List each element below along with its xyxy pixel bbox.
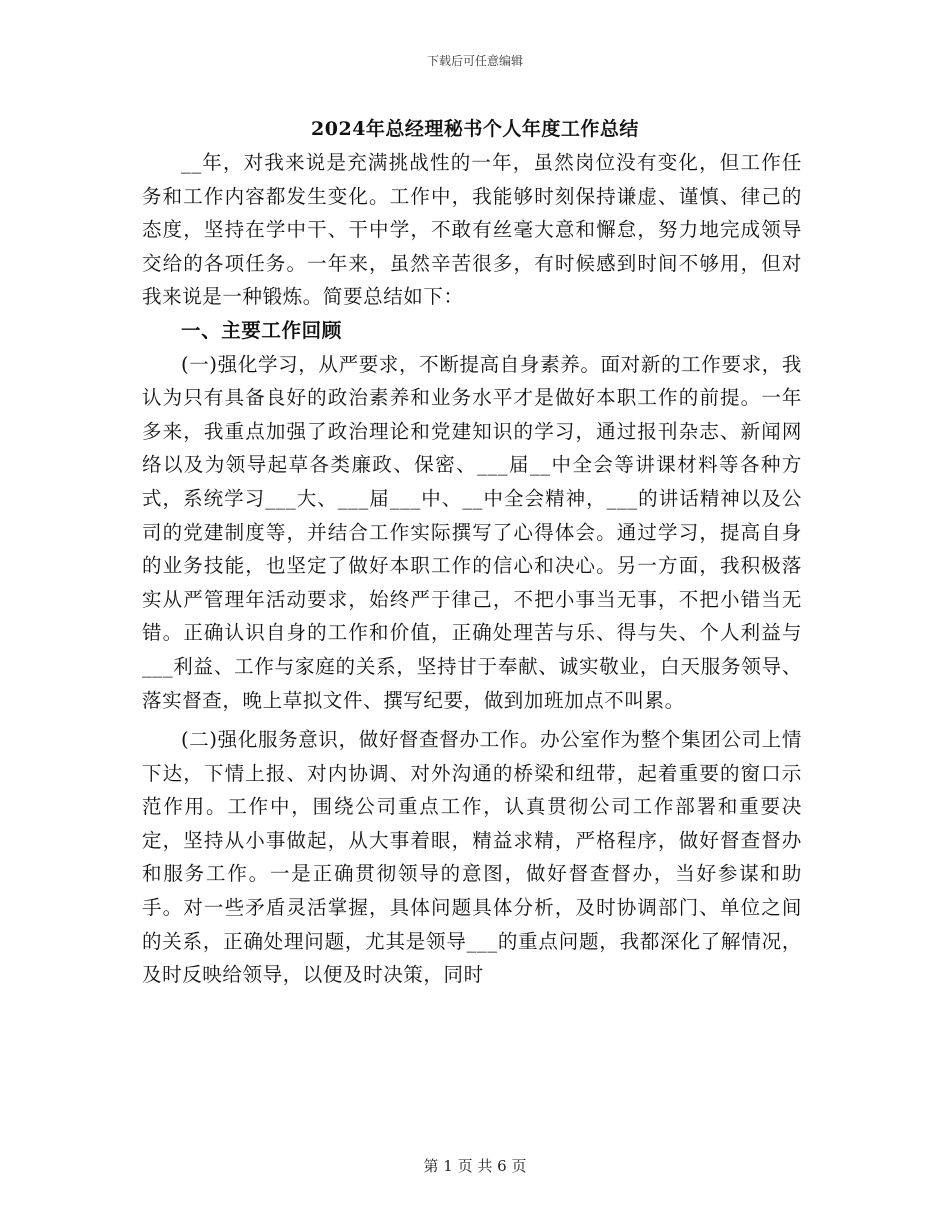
- page-header-note: 下载后可任意编辑: [426, 54, 523, 68]
- document-title: 2024年总经理秘书个人年度工作总结: [311, 118, 639, 140]
- page-number-footer: 第 1 页 共 6 页: [423, 1157, 527, 1175]
- paragraph-strengthen-service: (二)强化服务意识，做好督查督办工作。办公室作为整个集团公司上情下达，下情上报、对内协调、对外沟通的桥梁和纽带，起着重要的窗口示范作用。工作中，围绕公司重点工作，认真贯彻公司工作部署和重要决定，坚持从小事做起，从大事着眼，精益求精，严格程序，做好督查督办和服务工作。一是正确贯彻领导的意图，做好督查督办，当好参谋和助手。对一些矛盾灵活掌握，具体问题具体分析，及时协调部门、单位之间的关系，正确处理问题，尤其是领导___的重点问题，我都深化了解情况，及时反映给领导，以便及时决策，同时: [142, 728, 802, 987]
- document-body: [142, 146, 802, 992]
- paragraph-strengthen-learning: (一)强化学习，从严要求，不断提高自身素养。面对新的工作要求，我认为只有具备良好的政治素养和业务水平才是做好本职工作的前提。一年多来，我重点加强了政治理论和党建知识的学习，通过报刊杂志、新闻网络以及为领导起草各类廉政、保密、___届__中全会等讲课材料等各种方式，系统学习___大、___届___中、__中全会精神，___的讲话精神以及公司的党建制度等，并结合工作实际撰写了心得体会。通过学习，提高自身的业务技能，也坚定了做好本职工作的信心和决心。另一方面，我积极落实从严管理年活动要求，始终严于律己，不把小事当无事，不把小错当无错。正确认识自身的工作和价值，正确处理苦与乐、得与失、个人利益与___利益、工作与家庭的关系，坚持甘于奉献、诚实敬业，白天服务领导、落实督查，晚上草拟文件、撰写纪要，做到加班加点不叫累。: [142, 352, 802, 712]
- intro-paragraph: __年，对我来说是充满挑战性的一年，虽然岗位没有变化，但工作任务和工作内容都发生变化。工作中，我能够时刻保持谦虚、谨慎、律己的态度，坚持在学中干、干中学，不敢有丝毫大意和懈怠，努力地完成领导交给的各项任务。一年来，虽然辛苦很多，有时候感到时间不够用，但对我来说是一种锻炼。简要总结如下：: [142, 151, 802, 309]
- section-heading-main-work-review: 一、主要工作回顾: [181, 318, 342, 342]
